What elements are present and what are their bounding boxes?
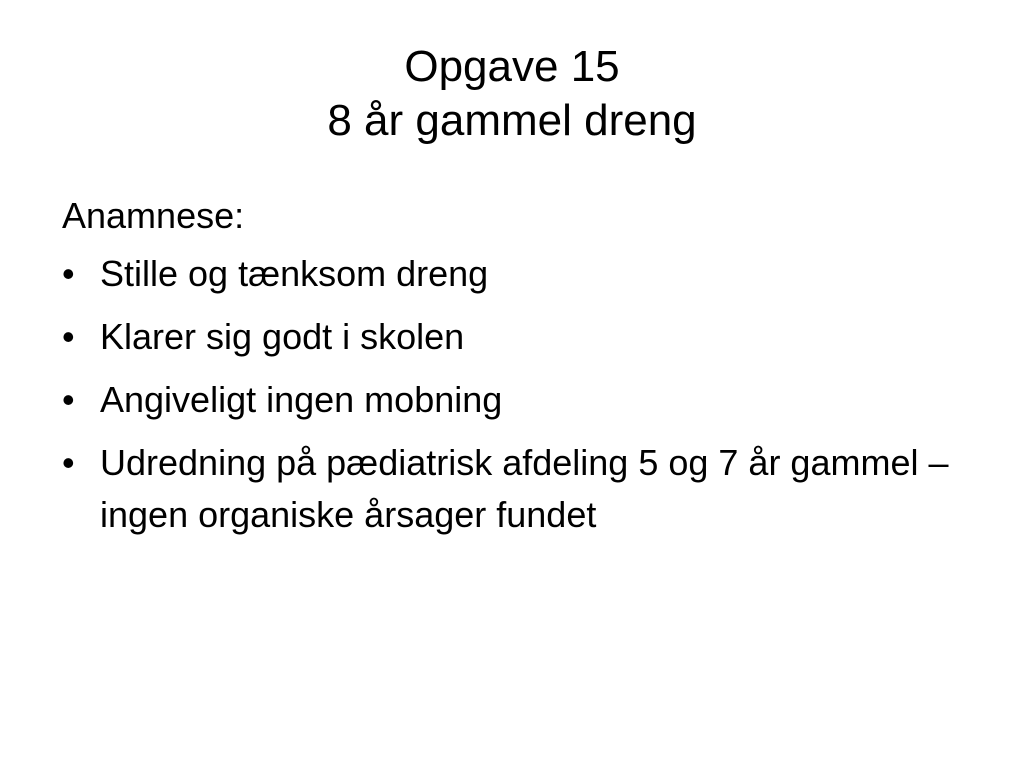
bullet-icon: • (62, 379, 75, 420)
bullet-list (62, 248, 982, 541)
slide-title (0, 40, 1024, 148)
title-line-1: Opgave 15 (404, 42, 620, 91)
slide-body (62, 186, 982, 552)
bullet-text: Angiveligt ingen mobning (100, 379, 503, 420)
lead-text: Anamnese: (62, 195, 245, 236)
bullet-text: Stille og tænksom dreng (100, 253, 489, 294)
bullet-item (62, 437, 982, 541)
bullet-icon: • (62, 253, 75, 294)
bullet-icon: • (62, 442, 75, 483)
bullet-text: Udredning på pædiatrisk afdeling 5 og 7 år gammel – ingen organiske årsager fundet (100, 442, 949, 535)
bullet-icon: • (62, 316, 75, 357)
bullet-item (62, 374, 982, 426)
title-line-2: 8 år gammel dreng (327, 96, 697, 145)
bullet-text: Klarer sig godt i skolen (100, 316, 465, 357)
bullet-item (62, 248, 982, 300)
bullet-item (62, 311, 982, 363)
